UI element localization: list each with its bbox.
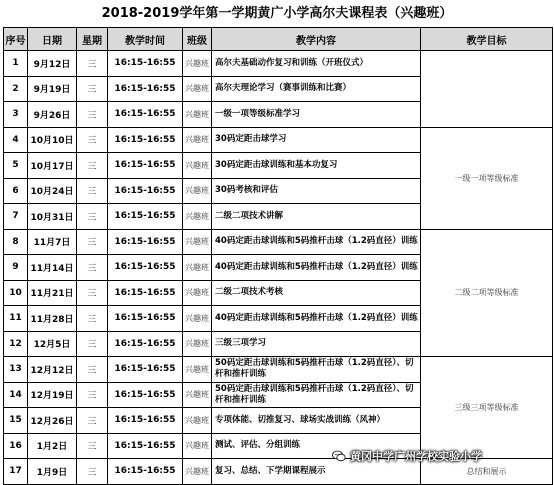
row-no: 6 — [4, 178, 28, 204]
wechat-icon — [332, 449, 346, 463]
row-class: 兴趣班 — [183, 255, 212, 281]
row-class: 兴趣班 — [183, 204, 212, 230]
row-class: 兴趣班 — [183, 382, 212, 408]
row-date: 11月28日 — [28, 306, 77, 332]
row-content: 一级一项等级标准学习 — [212, 102, 421, 128]
row-time: 16:15-16:55 — [108, 204, 183, 230]
row-date: 12月12日 — [28, 357, 77, 383]
row-class: 兴趣班 — [183, 433, 212, 459]
goal-level-1: 一级一项等级标准 — [421, 127, 553, 229]
goal-level-3: 三级三项等级标准 — [421, 357, 553, 459]
row-content: 30码考核和评估 — [212, 178, 421, 204]
row-no: 14 — [4, 382, 28, 408]
row-date: 1月2日 — [28, 433, 77, 459]
row-no: 12 — [4, 331, 28, 357]
row-time: 16:15-16:55 — [108, 433, 183, 459]
row-content: 50码定距击球训练和5码推杆击球（1.2码直径）、切杆和推杆训练 — [212, 357, 421, 383]
header-weekday: 星期 — [77, 28, 108, 51]
row-class: 兴趣班 — [183, 178, 212, 204]
row-time: 16:15-16:55 — [108, 331, 183, 357]
row-content: 40码定距击球训练和5码推杆击球（1.2码直径）训练 — [212, 306, 421, 332]
header-row — [4, 28, 553, 51]
row-no: 9 — [4, 255, 28, 281]
goal-summary: 总结和展示 — [421, 459, 553, 485]
row-no: 16 — [4, 433, 28, 459]
row-class: 兴趣班 — [183, 102, 212, 128]
row-time: 16:15-16:55 — [108, 357, 183, 383]
table-row — [4, 127, 553, 153]
row-content: 50码定距击球训练和5码推杆击球（1.2码直径）、切杆和推杆训练 — [212, 382, 421, 408]
goal-level-2: 二级二项等级标准 — [421, 229, 553, 357]
row-class: 兴趣班 — [183, 127, 212, 153]
row-weekday: 三 — [77, 459, 108, 485]
row-content: 40码定距击球训练和5码推杆击球（1.2码直径）训练 — [212, 255, 421, 281]
row-no: 4 — [4, 127, 28, 153]
row-time: 16:15-16:55 — [108, 408, 183, 434]
row-time: 16:15-16:55 — [108, 178, 183, 204]
row-weekday: 三 — [77, 357, 108, 383]
row-weekday: 三 — [77, 255, 108, 281]
row-no: 10 — [4, 280, 28, 306]
row-class: 兴趣班 — [183, 280, 212, 306]
row-no: 13 — [4, 357, 28, 383]
table-row — [4, 229, 553, 255]
row-content: 40码定距击球训练和5码推杆击球（1.2码直径）训练 — [212, 229, 421, 255]
row-time: 16:15-16:55 — [108, 229, 183, 255]
row-weekday: 三 — [77, 306, 108, 332]
header-no: 序号 — [4, 28, 28, 51]
row-time: 16:15-16:55 — [108, 255, 183, 281]
header-content: 教学内容 — [212, 28, 421, 51]
row-weekday: 三 — [77, 408, 108, 434]
row-content: 三级三项学习 — [212, 331, 421, 357]
table-row — [4, 357, 553, 383]
row-content: 30码定距击球训练和基本功复习 — [212, 153, 421, 179]
row-weekday: 三 — [77, 382, 108, 408]
row-no: 3 — [4, 102, 28, 128]
row-date: 10月31日 — [28, 204, 77, 230]
row-weekday: 三 — [77, 331, 108, 357]
row-date: 10月24日 — [28, 178, 77, 204]
row-weekday: 三 — [77, 153, 108, 179]
row-weekday: 三 — [77, 102, 108, 128]
row-date: 1月9日 — [28, 459, 77, 485]
row-date: 11月7日 — [28, 229, 77, 255]
row-class: 兴趣班 — [183, 153, 212, 179]
row-date: 12月5日 — [28, 331, 77, 357]
row-no: 1 — [4, 51, 28, 77]
table-row — [4, 51, 553, 77]
row-class: 兴趣班 — [183, 51, 212, 77]
row-no: 11 — [4, 306, 28, 332]
row-weekday: 三 — [77, 280, 108, 306]
row-content: 二级二项技术考核 — [212, 280, 421, 306]
row-date: 9月26日 — [28, 102, 77, 128]
row-class: 兴趣班 — [183, 76, 212, 102]
row-date: 10月17日 — [28, 153, 77, 179]
row-time: 16:15-16:55 — [108, 102, 183, 128]
page-title: 2018-2019学年第一学期黄广小学高尔夫课程表（兴趣班） — [101, 6, 453, 21]
row-weekday: 三 — [77, 178, 108, 204]
watermark-text: 黄冈中学广州学校实验小学 — [350, 450, 482, 463]
row-time: 16:15-16:55 — [108, 382, 183, 408]
row-time: 16:15-16:55 — [108, 76, 183, 102]
row-content: 高尔夫理论学习（赛事训练和比赛） — [212, 76, 421, 102]
header-class: 班级 — [183, 28, 212, 51]
row-class: 兴趣班 — [183, 331, 212, 357]
row-content: 复习、总结、下学期课程展示 — [212, 459, 421, 485]
row-class: 兴趣班 — [183, 306, 212, 332]
row-class: 兴趣班 — [183, 459, 212, 485]
row-no: 7 — [4, 204, 28, 230]
row-no: 2 — [4, 76, 28, 102]
row-date: 9月19日 — [28, 76, 77, 102]
row-weekday: 三 — [77, 229, 108, 255]
row-time: 16:15-16:55 — [108, 51, 183, 77]
row-time: 16:15-16:55 — [108, 306, 183, 332]
schedule-table — [3, 27, 553, 485]
row-date: 11月14日 — [28, 255, 77, 281]
header-date: 日期 — [28, 28, 77, 51]
row-date: 12月19日 — [28, 382, 77, 408]
row-date: 11月21日 — [28, 280, 77, 306]
row-weekday: 三 — [77, 127, 108, 153]
row-date: 12月26日 — [28, 408, 77, 434]
goal-empty — [421, 51, 553, 128]
row-weekday: 三 — [77, 433, 108, 459]
row-content: 30码定距击球学习 — [212, 127, 421, 153]
row-no: 17 — [4, 459, 28, 485]
row-class: 兴趣班 — [183, 408, 212, 434]
row-content: 测试、评估、分组训练 — [212, 433, 421, 459]
row-date: 10月10日 — [28, 127, 77, 153]
row-time: 16:15-16:55 — [108, 280, 183, 306]
watermark — [332, 447, 482, 465]
row-no: 15 — [4, 408, 28, 434]
row-date: 9月12日 — [28, 51, 77, 77]
row-content: 高尔夫基础动作复习和训练（开班仪式） — [212, 51, 421, 77]
row-time: 16:15-16:55 — [108, 459, 183, 485]
row-class: 兴趣班 — [183, 229, 212, 255]
row-content: 专项体能、切推复习、球场实战训练（风神） — [212, 408, 421, 434]
row-class: 兴趣班 — [183, 357, 212, 383]
row-no: 5 — [4, 153, 28, 179]
row-time: 16:15-16:55 — [108, 153, 183, 179]
header-time: 教学时间 — [108, 28, 183, 51]
row-weekday: 三 — [77, 204, 108, 230]
row-weekday: 三 — [77, 76, 108, 102]
row-content: 二级二项技术讲解 — [212, 204, 421, 230]
header-goal: 教学目标 — [421, 28, 553, 51]
row-weekday: 三 — [77, 51, 108, 77]
row-time: 16:15-16:55 — [108, 127, 183, 153]
row-no: 8 — [4, 229, 28, 255]
